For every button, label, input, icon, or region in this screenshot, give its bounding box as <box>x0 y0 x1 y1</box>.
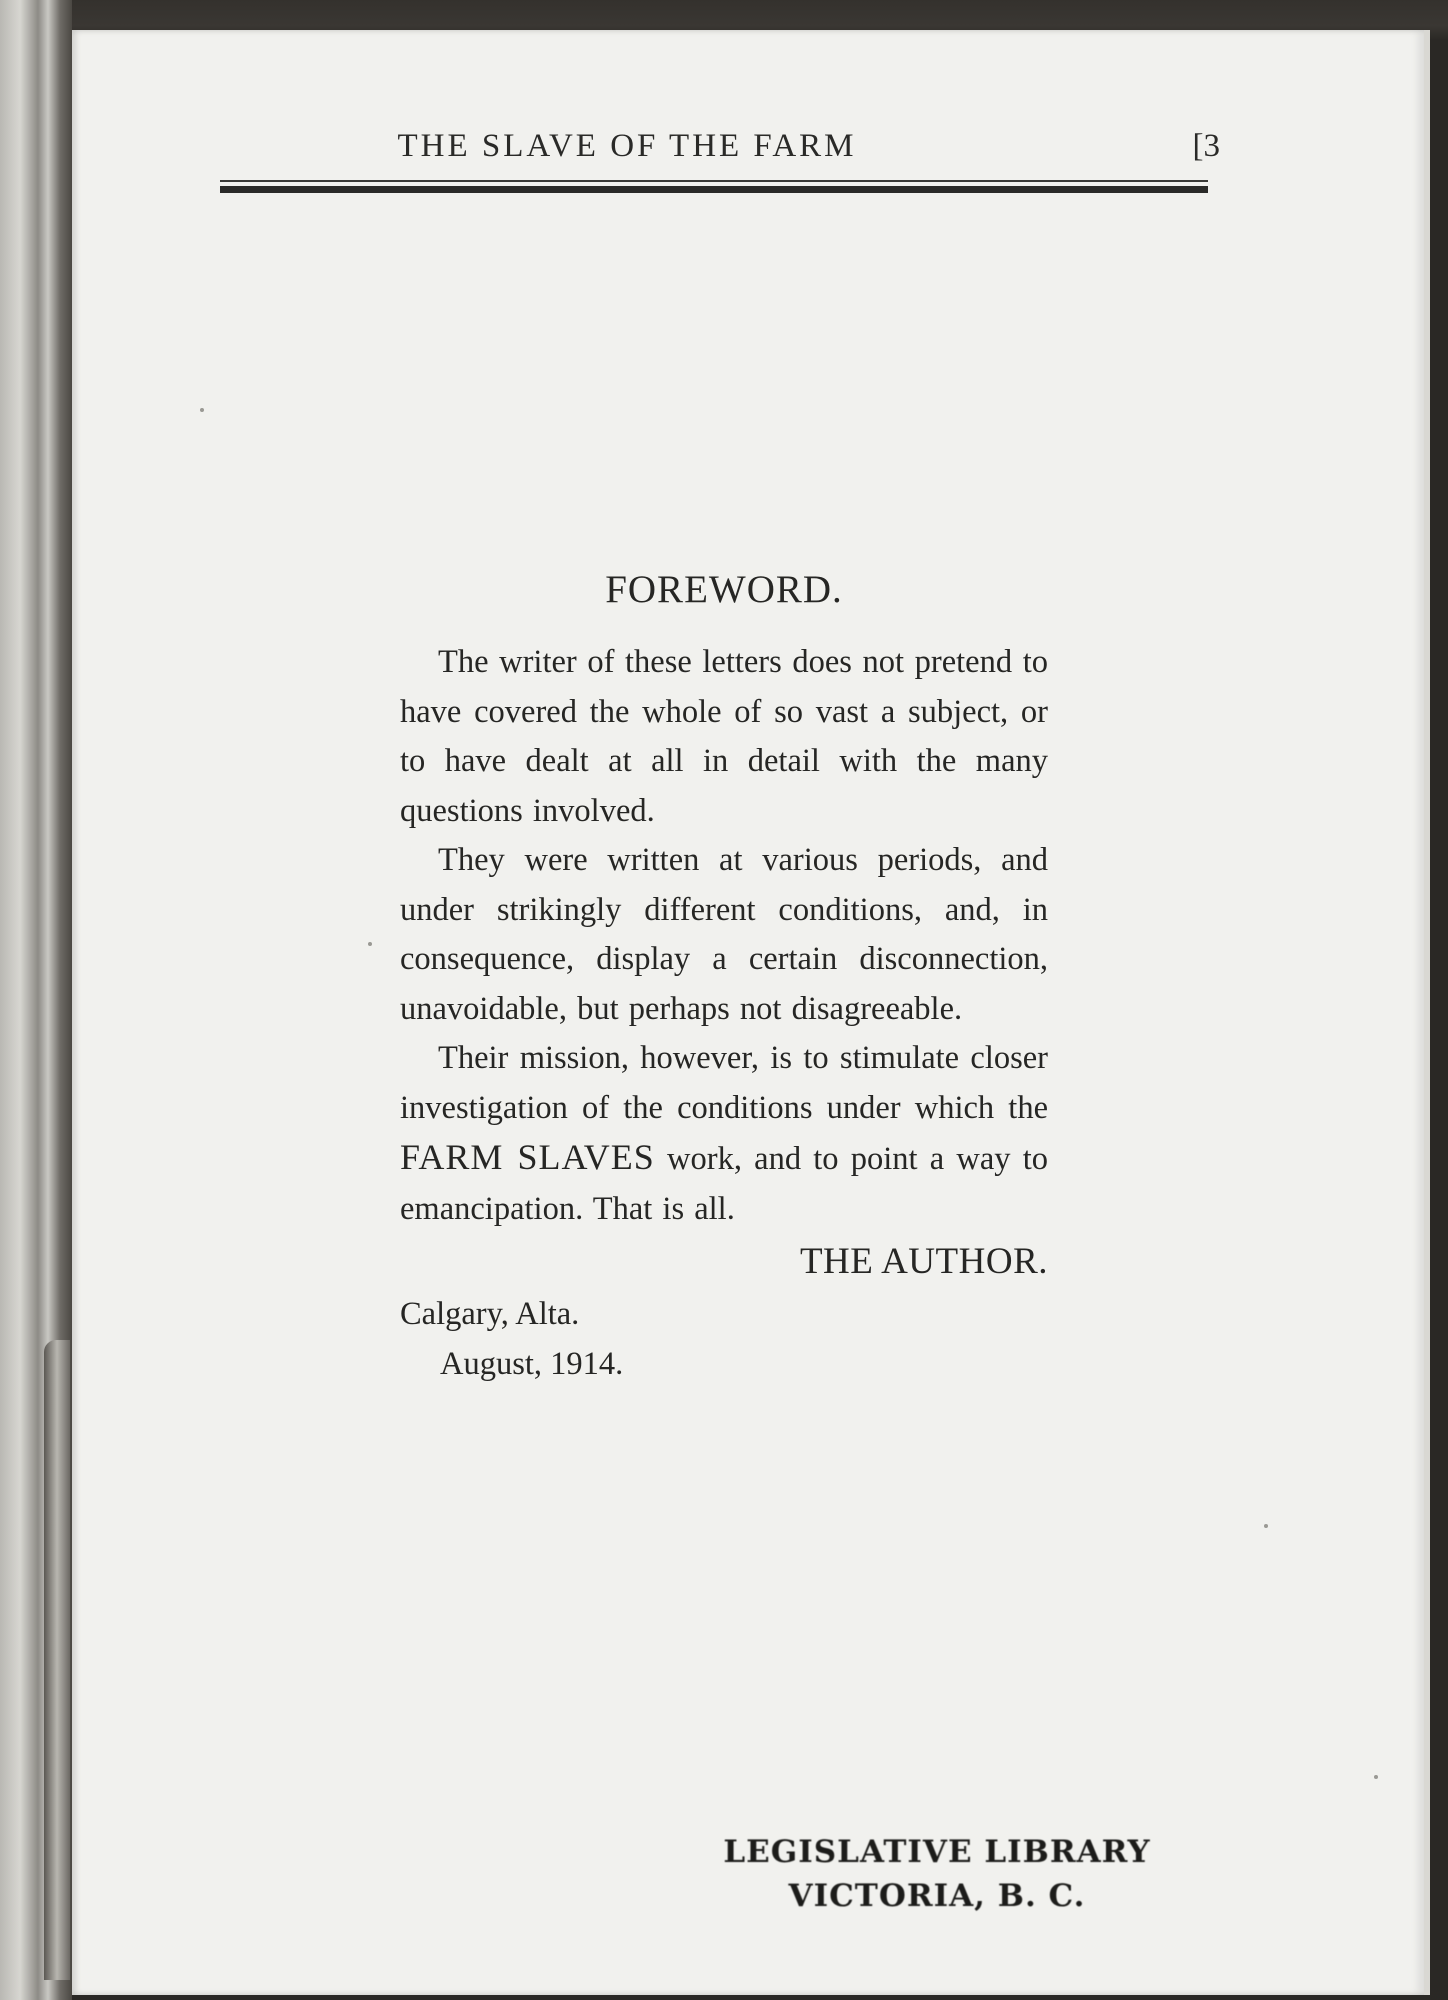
running-header <box>222 96 1282 164</box>
stamp-line-1: LEGISLATIVE LIBRARY <box>723 1834 1151 1870</box>
paper-speck <box>1264 1524 1268 1528</box>
binding-fold <box>44 1340 70 1980</box>
foreword-paragraph-3 <box>400 1034 1048 1234</box>
foreword-paragraph-1: The writer of these letters does not pretend to have covered the whole of so vast a subject, or to have dealt at all in detail with the many questions involved. <box>400 644 1048 829</box>
date-line: August, 1914. <box>440 1346 624 1382</box>
place-line: Calgary, Alta. <box>400 1296 580 1332</box>
header-rule-thick <box>220 186 1208 193</box>
foreword-section <box>400 560 1048 1390</box>
foreword-heading: FOREWORD. <box>605 568 843 611</box>
paragraph-3-lead: Their mission, however, is to stimulate closer investigation of the conditions under which the <box>400 1040 1048 1126</box>
stamp-line-2: VICTORIA, B. C. <box>788 1878 1086 1914</box>
running-title: THE SLAVE OF THE FARM <box>397 128 857 164</box>
paper-speck <box>368 942 372 946</box>
book-binding-edge <box>0 0 72 2000</box>
book-page <box>72 30 1430 1995</box>
header-rule-thin <box>220 180 1208 182</box>
paper-speck <box>1374 1775 1378 1779</box>
paragraph-3-tail: work, and to point a way to emancipation. That is all. <box>400 1141 1048 1227</box>
foreword-paragraph-2: They were written at various periods, and under strikingly different conditions, and, in consequence, display a certain disconnection, unavoidable, but perhaps not disagreeable. <box>400 842 1048 1027</box>
author-signature: THE AUTHOR. <box>799 1241 1048 1282</box>
farm-slaves-emphasis: FARM SLAVES <box>400 1137 655 1177</box>
page-number: [3 <box>1192 128 1220 164</box>
library-stamp <box>712 1830 1162 1918</box>
paper-speck <box>200 408 204 412</box>
